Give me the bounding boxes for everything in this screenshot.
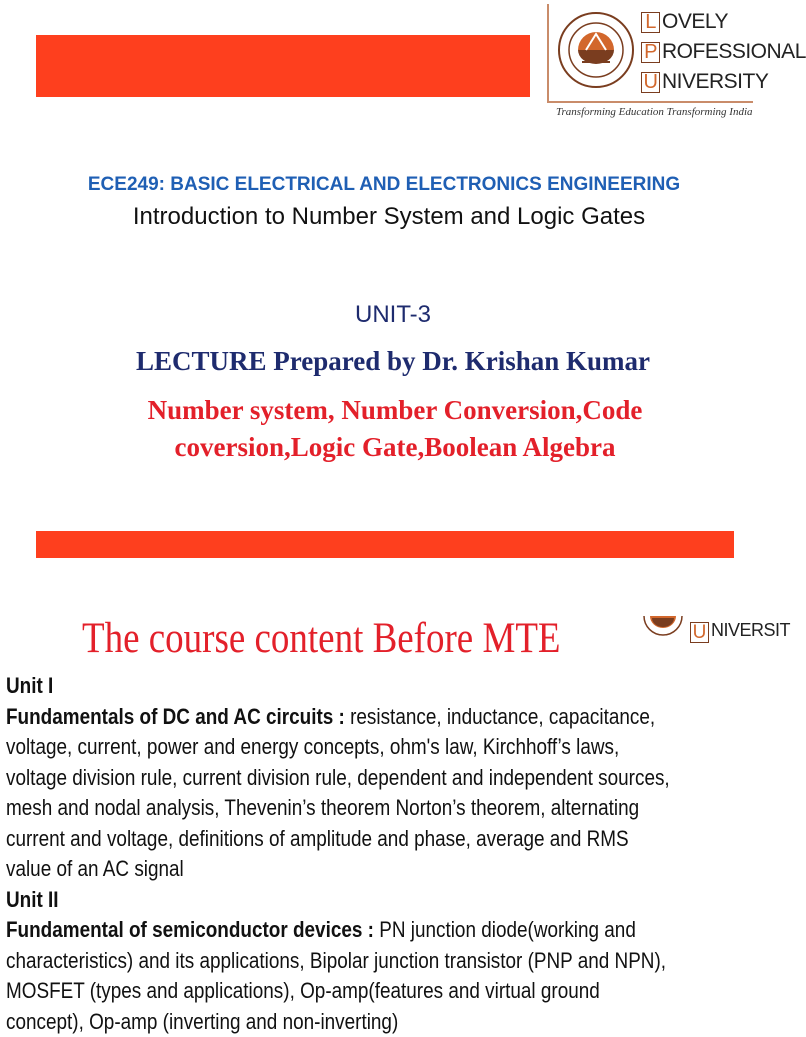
lecture-topics: Number system, Number Conversion,Code coversion,Logic Gate,Boolean Algebra	[147, 395, 643, 462]
unit2-paragraph	[6, 915, 677, 1037]
unit2-heading: Unit II	[6, 886, 59, 912]
unit1-topic: Fundamentals of DC and AC circuits :	[6, 703, 345, 729]
bottom-red-banner	[36, 531, 734, 558]
university-seal-icon	[556, 10, 636, 90]
lecture-author: LECTURE Prepared by Dr. Krishan Kumar	[135, 346, 651, 376]
logo-letter-p: P	[641, 42, 660, 63]
course-content-body	[6, 671, 677, 1037]
logo-text-niversity: NIVERSITY	[662, 70, 769, 93]
lecture-subtitle: Introduction to Number System and Logic Gates	[132, 203, 646, 230]
mini-logo-text: NIVERSIT	[711, 620, 791, 640]
logo-line-lovely	[641, 10, 728, 34]
unit2-body: PN junction diode(working and characteristics) and its applications, Bipolar junction transistor (PNP and NPN), MOSFET (types and applications), Op-amp(features and virtual ground concept), Op-amp (inverting and non-inverting)	[6, 917, 667, 1034]
logo-text-ovely: OVELY	[662, 10, 728, 33]
unit1-paragraph	[6, 702, 677, 885]
slide-title: The course content Before MTE	[82, 615, 561, 662]
top-red-banner	[36, 35, 530, 97]
mini-university-seal-icon	[640, 612, 686, 638]
unit1-heading: Unit I	[6, 673, 54, 698]
logo-letter-u: U	[641, 72, 660, 93]
logo-tagline: Transforming Education Transforming India	[556, 106, 753, 118]
unit1-body: resistance, inductance, capacitance, voltage, current, power and energy concepts, ohm's law, Kirchhoff’s laws, voltage division rule, current division rule, dependent and independent sources, mesh and nodal analysis, Thevenin’s theorem Norton’s theorem, alternating current and voltage, definitions of amplitude and phase, average and RMS value of an AC signal	[6, 703, 670, 881]
logo-letter-l: L	[641, 12, 660, 33]
course-code-heading: ECE249: BASIC ELECTRICAL AND ELECTRONICS ENGINEERING	[87, 174, 681, 195]
unit2-topic: Fundamental of semiconductor devices :	[6, 917, 374, 942]
logo-text-rofessional: ROFESSIONAL	[662, 40, 806, 63]
unit-label: UNIT-3	[354, 301, 431, 328]
mini-logo-letter-u: U	[690, 622, 709, 643]
logo-line-university	[641, 70, 768, 94]
logo-line-professional	[641, 40, 806, 64]
